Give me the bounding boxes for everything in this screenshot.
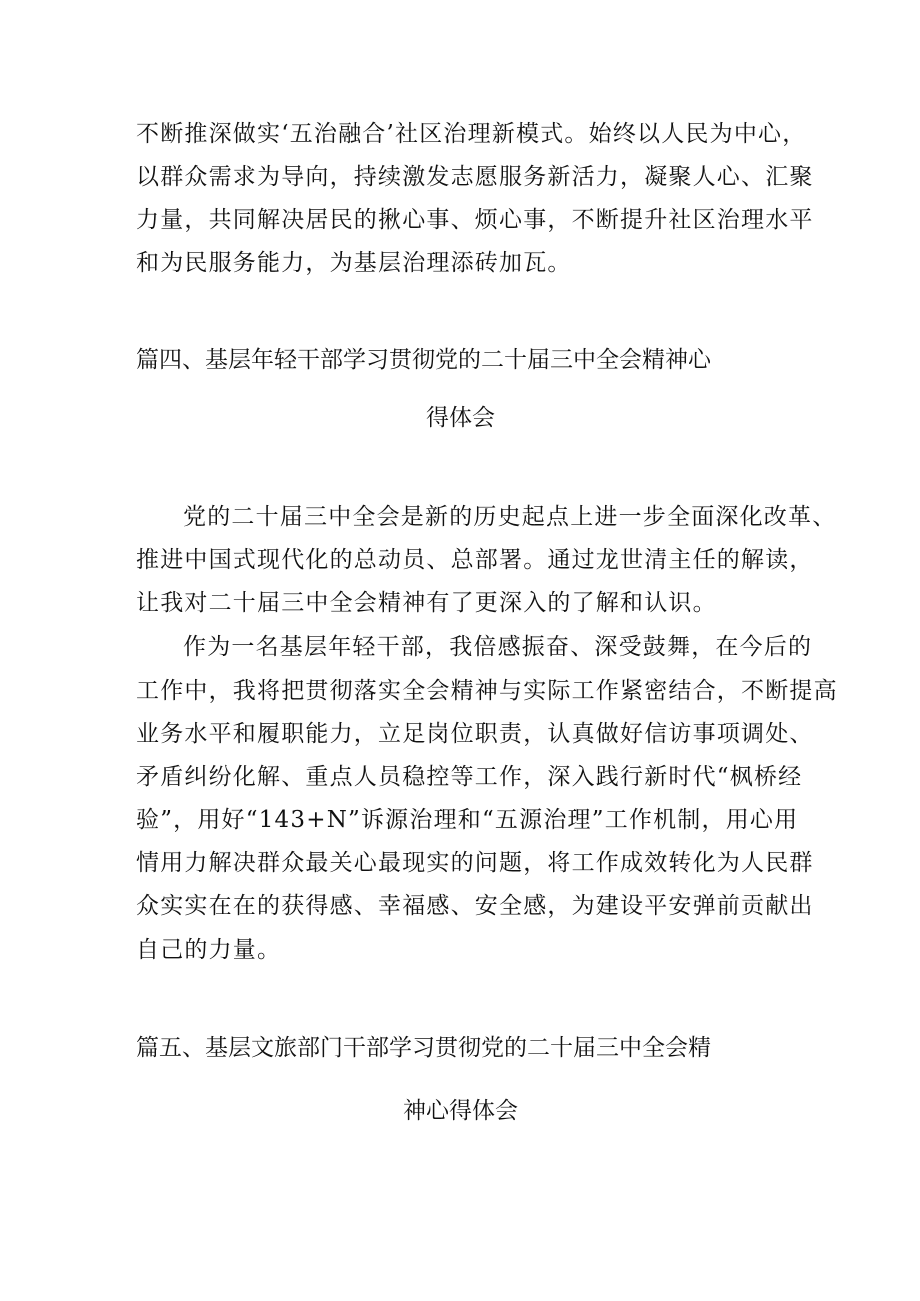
- paragraph-line: 工作中，我将把贯彻落实全会精神与实际工作紧密结合，不断提高: [136, 678, 838, 704]
- paragraph-line: 力量，共同解决居民的揪心事、烦心事，不断提升社区治理水平: [136, 207, 814, 233]
- paragraph-line: 业务水平和履职能力，立足岗位职责，认真做好信访事项调处、: [136, 721, 814, 747]
- paragraph-line: 和为民服务能力，为基层治理添砖加瓦。: [136, 250, 572, 276]
- paragraph-line: 让我对二十届三中全会精神有了更深入的了解和认识。: [136, 590, 717, 616]
- heading-line: 得体会: [426, 405, 495, 431]
- paragraph-line: 情用力解决群众最关心最现实的问题，将工作成效转化为人民群: [136, 850, 814, 876]
- paragraph-line: 自己的力量。: [136, 937, 282, 963]
- paragraph-line: 矛盾纠纷化解、重点人员稳控等工作，深入践行新时代“枫桥经: [136, 764, 803, 790]
- paragraph-line: 党的二十届三中全会是新的历史起点上进一步全面深化改革、: [183, 504, 837, 530]
- paragraph-line: 验”，用好“143+N”诉源治理和“五源治理”工作机制，用心用: [136, 807, 799, 833]
- paragraph-line: 众实实在在的获得感、幸福感、安全感，为建设平安弹前贡献出: [136, 893, 814, 919]
- paragraph-line: 以群众需求为导向，持续激发志愿服务新活力，凝聚人心、汇聚: [136, 164, 814, 190]
- heading-line: 神心得体会: [403, 1098, 518, 1124]
- paragraph-line: 不断推深做实‘五治融合’社区治理新模式。始终以人民为中心，: [136, 121, 807, 147]
- heading-line: 篇四、基层年轻干部学习贯彻党的二十届三中全会精神心: [136, 347, 711, 373]
- paragraph-line: 推进中国式现代化的总动员、总部署。通过龙世清主任的解读，: [136, 547, 814, 573]
- heading-line: 篇五、基层文旅部门干部学习贯彻党的二十届三中全会精: [136, 1035, 711, 1061]
- paragraph-line: 作为一名基层年轻干部，我倍感振奋、深受鼓舞，在今后的: [183, 634, 813, 660]
